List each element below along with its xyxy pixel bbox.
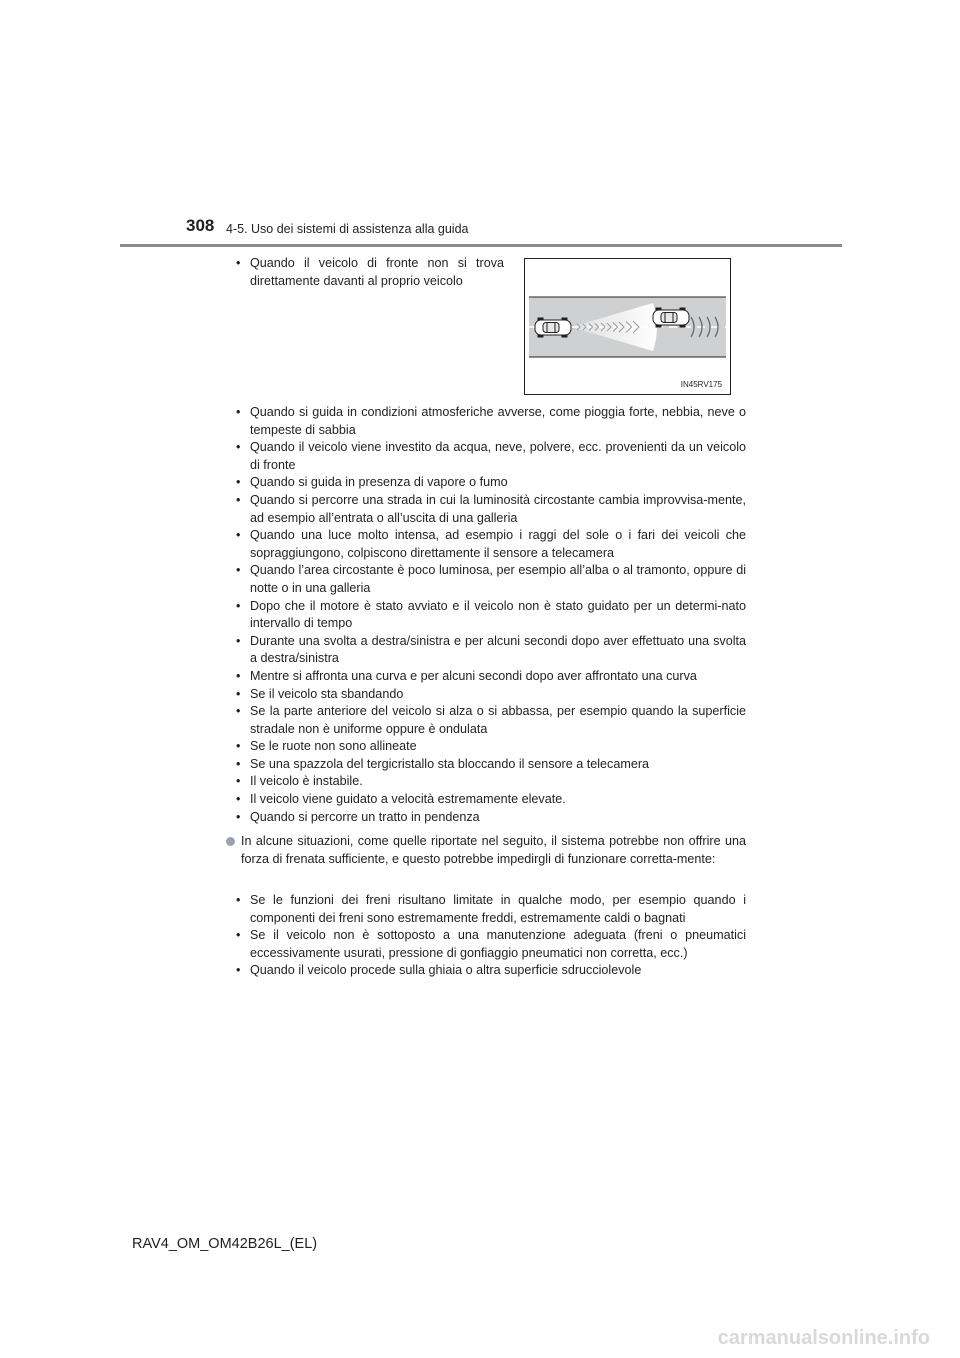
list-item bbox=[236, 773, 746, 791]
intro-paragraph bbox=[226, 833, 746, 868]
bullet-text: Quando si percorre una strada in cui la luminosità circostante cambia improvvisa-mente, ad esempio all’entrata o all’uscita di una galleria bbox=[250, 492, 746, 525]
list-item bbox=[236, 927, 746, 962]
watermark: carmanualsonline.info bbox=[717, 1327, 930, 1349]
bullet-mark: • bbox=[236, 774, 241, 789]
bullet-text: Il veicolo è instabile. bbox=[250, 774, 363, 789]
list-item bbox=[236, 962, 746, 980]
figure-code: IN45RV175 bbox=[680, 380, 722, 389]
own-car bbox=[535, 318, 571, 337]
document-code: RAV4_OM_OM42B26L_(EL) bbox=[132, 1236, 318, 1252]
bullet-mark: • bbox=[236, 405, 241, 419]
camera-range-illustration bbox=[524, 258, 731, 395]
bullet-text: Quando si percorre un tratto in pendenza bbox=[250, 809, 480, 824]
bullet-mark: • bbox=[236, 893, 241, 907]
list-item bbox=[236, 404, 746, 439]
list-item bbox=[236, 492, 746, 527]
list-item bbox=[236, 809, 746, 827]
list-item bbox=[236, 562, 746, 597]
bullet-mark: • bbox=[236, 704, 241, 719]
bullet-mark: • bbox=[236, 928, 241, 943]
bullet-text: Quando una luce molto intensa, ad esempio i raggi del sole o i fari dei veicoli che sopraggiungono, colpiscono direttamente il sensore a telecamera bbox=[250, 528, 746, 560]
bullet-mark: • bbox=[236, 475, 241, 490]
paragraph-dot-icon bbox=[226, 837, 235, 846]
bullet-mark: • bbox=[236, 963, 241, 978]
paragraph-text: In alcune situazioni, come quelle riportate nel seguito, il sistema potrebbe non offrire una forza di frenata sufficiente, e questo potrebbe impedirgli di funzionare corretta-mente: bbox=[241, 834, 746, 866]
list-item bbox=[236, 439, 746, 474]
bullet-mark: • bbox=[236, 492, 241, 507]
bullet-text: Quando il veicolo di fronte non si trova direttamente davanti al proprio veicolo bbox=[250, 256, 504, 288]
bullet-text: Quando si guida in condizioni atmosferiche avverse, come pioggia forte, nebbia, neve o tempeste di sabbia bbox=[250, 405, 746, 437]
bullet-text: Se il veicolo non è sottoposto a una manutenzione adeguata (freni o pneumatici eccessivamente usurati, pressione di gonfiaggio pneumatici non corretta, ecc.) bbox=[250, 928, 746, 960]
header-rule bbox=[120, 244, 842, 247]
list-item bbox=[236, 598, 746, 633]
bullet-text: Durante una svolta a destra/sinistra e per alcuni secondi dopo aver effettuato una svolta a destra/sinistra bbox=[250, 633, 746, 666]
bullet-mark: • bbox=[236, 686, 241, 701]
bullet-mark: • bbox=[236, 598, 241, 613]
bullet-mark: • bbox=[236, 792, 241, 807]
list-item bbox=[236, 892, 746, 927]
bullet-text: Quando l’area circostante è poco luminosa, per esempio all’alba o al tramonto, oppure di notte o in una galleria bbox=[250, 563, 746, 595]
bullet-text: Se il veicolo sta sbandando bbox=[250, 686, 404, 701]
bullet-text: Se la parte anteriore del veicolo si alza o si abbassa, per esempio quando la superficie stradale non è uniforme oppure è ondulata bbox=[250, 704, 746, 736]
bullet-text: Quando si guida in presenza di vapore o fumo bbox=[250, 475, 508, 490]
sub-bullet-list bbox=[236, 892, 746, 980]
bullet-mark: • bbox=[236, 668, 241, 683]
bullet-mark: • bbox=[236, 563, 241, 578]
top-bullet bbox=[236, 255, 504, 290]
bullet-text: Se le ruote non sono allineate bbox=[250, 739, 417, 754]
bullet-text: Quando il veicolo viene investito da acqua, neve, polvere, ecc. provenienti da un veicolo di fronte bbox=[250, 440, 746, 472]
page-number: 308 bbox=[186, 216, 215, 235]
list-item bbox=[236, 738, 746, 756]
section-title: 4-5. Uso dei sistemi di assistenza alla guida bbox=[226, 222, 469, 236]
list-item bbox=[236, 703, 746, 738]
bullet-mark: • bbox=[236, 739, 241, 754]
vehicle-ahead bbox=[653, 308, 689, 327]
list-item bbox=[236, 686, 746, 704]
list-item bbox=[236, 791, 746, 809]
bullet-mark: • bbox=[236, 633, 241, 648]
list-item bbox=[236, 474, 746, 492]
bullet-list bbox=[236, 404, 746, 826]
bullet-mark: • bbox=[236, 440, 241, 455]
bullet-text: Dopo che il motore è stato avviato e il veicolo non è stato guidato per un determi-nato intervallo di tempo bbox=[250, 598, 746, 631]
bullet-mark: • bbox=[236, 809, 241, 824]
bullet-text: Quando il veicolo procede sulla ghiaia o altra superficie sdrucciolevole bbox=[250, 963, 642, 978]
bullet-text: Se le funzioni dei freni risultano limitate in qualche modo, per esempio quando i componenti dei freni sono estremamente freddi, estremamente caldi o bagnati bbox=[250, 893, 746, 925]
bullet-text: Il veicolo viene guidato a velocità estremamente elevate. bbox=[250, 792, 566, 807]
bullet-text: Mentre si affronta una curva e per alcuni secondi dopo aver affrontato una curva bbox=[250, 668, 697, 683]
list-item bbox=[236, 633, 746, 668]
bullet-text: Se una spazzola del tergicristallo sta bloccando il sensore a telecamera bbox=[250, 756, 650, 771]
bullet-mark: • bbox=[236, 256, 241, 270]
bullet-mark: • bbox=[236, 756, 241, 771]
list-item bbox=[236, 527, 746, 562]
bullet-mark: • bbox=[236, 528, 241, 543]
list-item bbox=[236, 668, 746, 686]
list-item bbox=[236, 756, 746, 774]
road-scene-graphic bbox=[525, 259, 730, 394]
list-item bbox=[236, 255, 504, 290]
